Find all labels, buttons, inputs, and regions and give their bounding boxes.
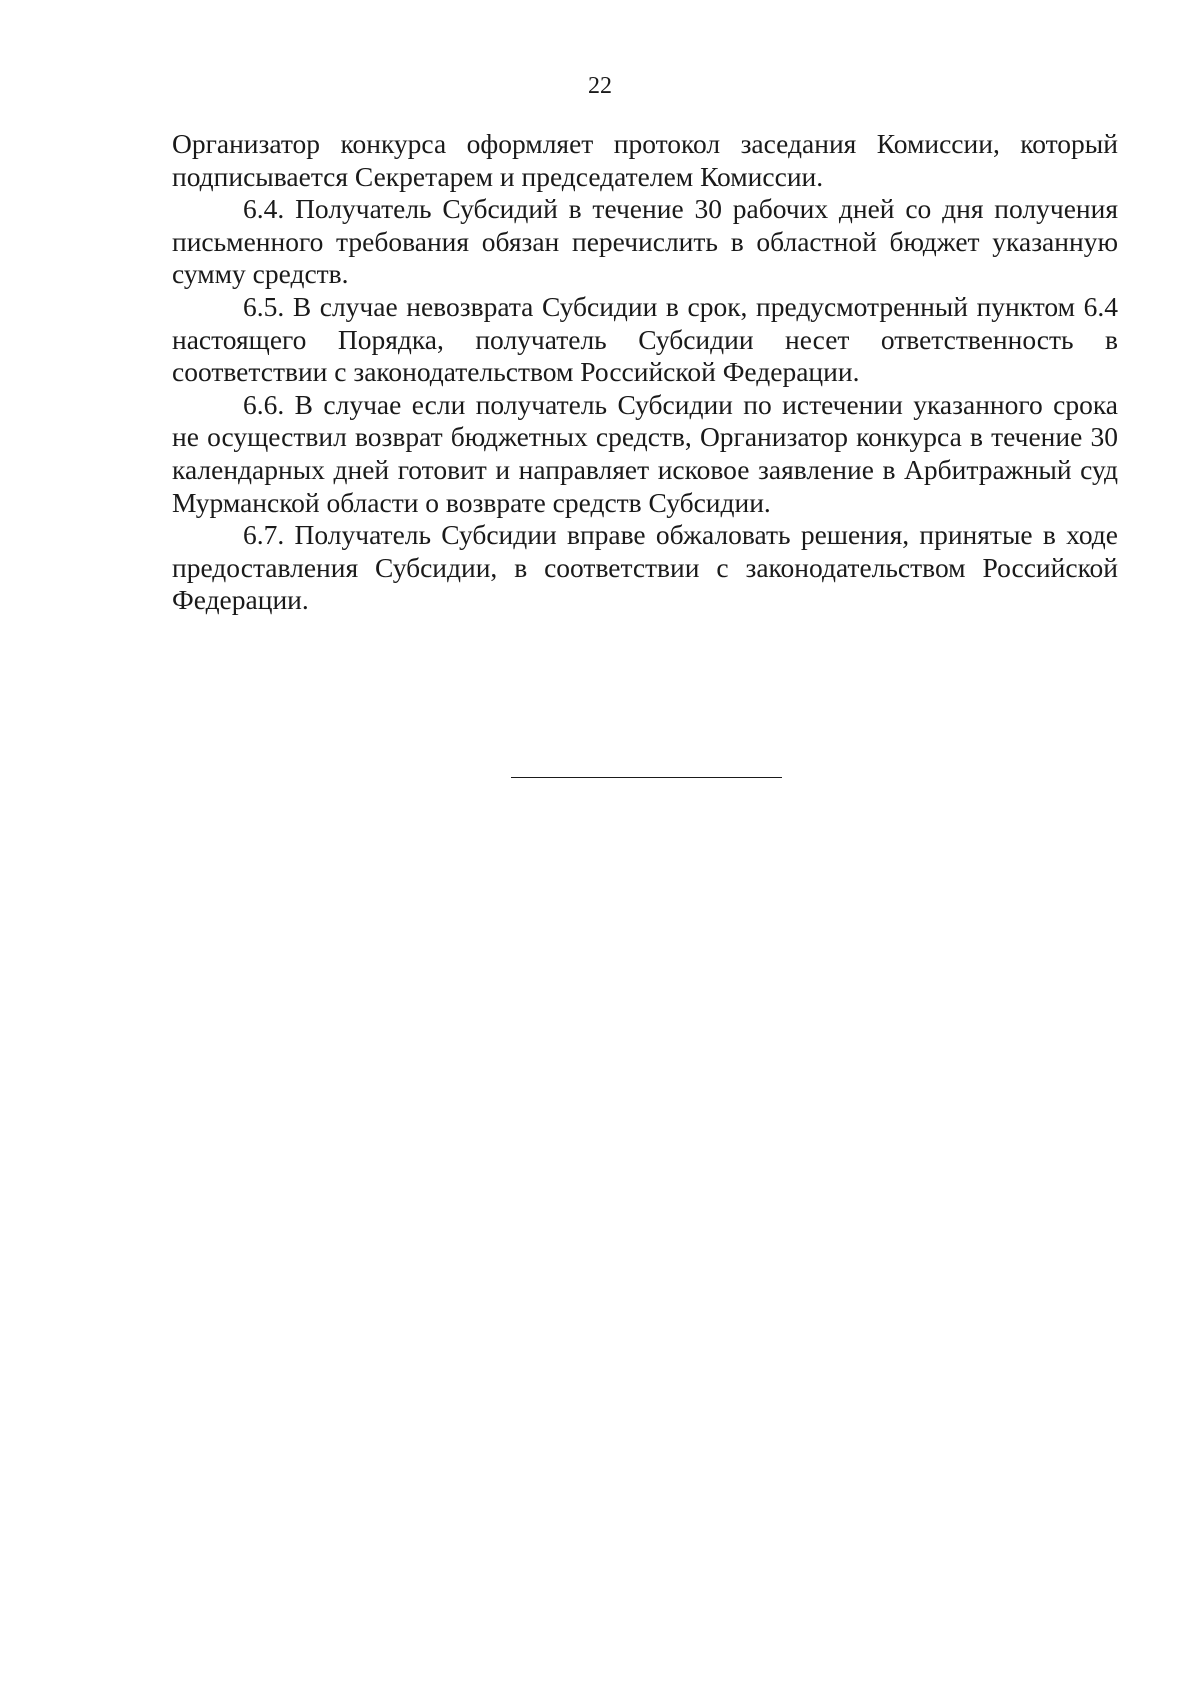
paragraph-continuation: Организатор конкурса оформляет протокол заседания Комиссии, который подписывается Секретарем и председателем Комиссии. — [172, 128, 1118, 192]
end-of-document-rule — [511, 777, 782, 778]
document-body — [172, 128, 1118, 617]
paragraph-6-5: 6.5. В случае невозврата Субсидии в срок, предусмотренный пунктом 6.4 настоящего Порядка, получатель Субсидии несет ответственность в соответствии с законодательством Российской Федерации. — [172, 290, 1118, 388]
page-number: 22 — [588, 73, 612, 99]
paragraph-6-6: 6.6. В случае если получатель Субсидии по истечении указанного срока не осуществил возврат бюджетных средств, Организатор конкурса в течение 30 календарных дней готовит и направляет исковое заявление в Арбитражный суд Мурманской области о возврате средств Субсидии. — [172, 388, 1118, 518]
paragraph-6-4: 6.4. Получатель Субсидий в течение 30 рабочих дней со дня получения письменного требования обязан перечислить в областной бюджет указанную сумму средств. — [172, 193, 1118, 290]
paragraph-6-7: 6.7. Получатель Субсидии вправе обжаловать решения, принятые в ходе предоставления Субсидии, в соответствии с законодательством Российской Федерации. — [172, 519, 1118, 616]
